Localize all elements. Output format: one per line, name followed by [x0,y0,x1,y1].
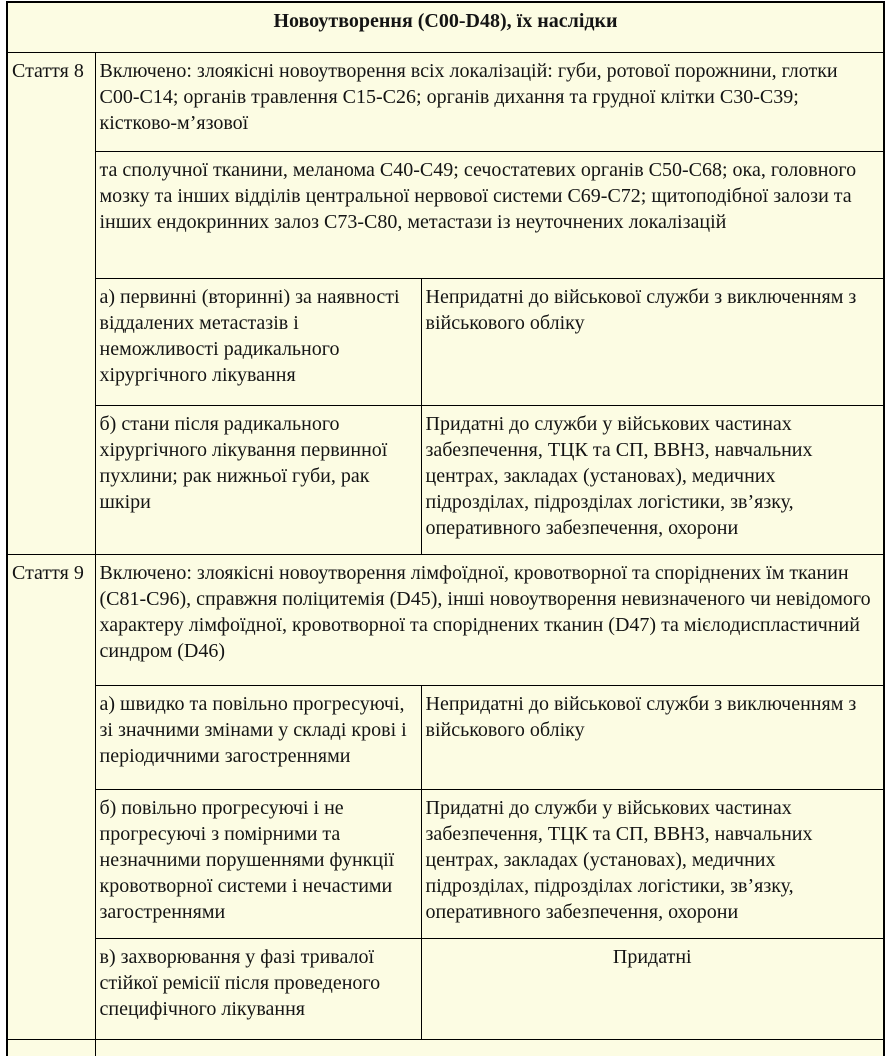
article-8-item-b-verdict: Придатні до служби у військових частинах забезпечення, ТЦК та СП, ВВНЗ, навчальних центрах, закладах (установах), медичних підрозділах, підрозділах логістики, зв’язку, оперативного забезпечення, охорони [421,405,884,554]
table-row [7,151,884,278]
section-header-row [7,2,884,52]
next-article-row-partial [7,1039,884,1056]
article-8-item-b-criteria: б) стани після радикального хірургічного лікування первинної пухлини; рак нижньої губи, рак шкіри [95,405,421,554]
article-8-included-part2: та сполучної тканини, меланома C40-C49; сечостатевих органів C50-C68; ока, головного мозку та інших відділів центральної нервової системи C69-C72; щитоподібної залози та інших ендокринних залоз C73-C80, метастази із неуточнених локалізацій [95,151,884,278]
neoplasms-fitness-table [6,1,885,1056]
table-row [7,685,884,789]
next-article-label-cell [7,1039,95,1056]
article-8-item-a-verdict: Непридатні до військової служби з виключенням з військового обліку [421,278,884,405]
article-9-item-a-criteria: а) швидко та повільно прогресуючі, зі значними змінами у складі крові і періодичними загостреннями [95,685,421,789]
document-page [0,1,893,1056]
next-article-content-cell [95,1039,884,1056]
table-row [7,405,884,554]
table-row [7,789,884,938]
article-9-included-part1: Включено: злоякісні новоутворення лімфоїдної, кровотворної та споріднених їм тканин (C81-C96), справжня поліцитемія (D45), інші новоутворення невизначеного чи невідомого характеру лімфоїдної, кровотворної та споріднених тканин (D47) та мієлодиспластичний синдром (D46) [95,554,884,685]
table-row [7,938,884,1039]
article-9-item-a-verdict: Непридатні до військової служби з виключенням з військового обліку [421,685,884,789]
article-8-item-a-criteria: а) первинні (вторинні) за наявності віддалених метастазів і неможливості радикального хірургічного лікування [95,278,421,405]
article-9-label: Стаття 9 [7,554,95,1039]
article-8-included-part1: Включено: злоякісні новоутворення всіх локалізацій: губи, ротової порожнини, глотки C00-C14; органів травлення C15-C26; органів дихання та грудної клітки C30-C39; кістково-м’язової [95,52,884,151]
article-8-label: Стаття 8 [7,52,95,554]
article-9-item-v-verdict: Придатні [421,938,884,1039]
article-9-item-v-criteria: в) захворювання у фазі тривалої стійкої ремісії після проведеного специфічного лікування [95,938,421,1039]
article-9-item-b-criteria: б) повільно прогресуючі і не прогресуючі з помірними та незначними порушеннями функції кровотворної системи і нечастими загостреннями [95,789,421,938]
table-row [7,52,884,151]
article-9-item-b-verdict: Придатні до служби у військових частинах забезпечення, ТЦК та СП, ВВНЗ, навчальних центрах, закладах (установах), медичних підрозділах, підрозділах логістики, зв’язку, оперативного забезпечення, охорони [421,789,884,938]
table-row [7,554,884,685]
section-title: Новоутворення (C00-D48), їх наслідки [7,2,884,52]
table-row [7,278,884,405]
